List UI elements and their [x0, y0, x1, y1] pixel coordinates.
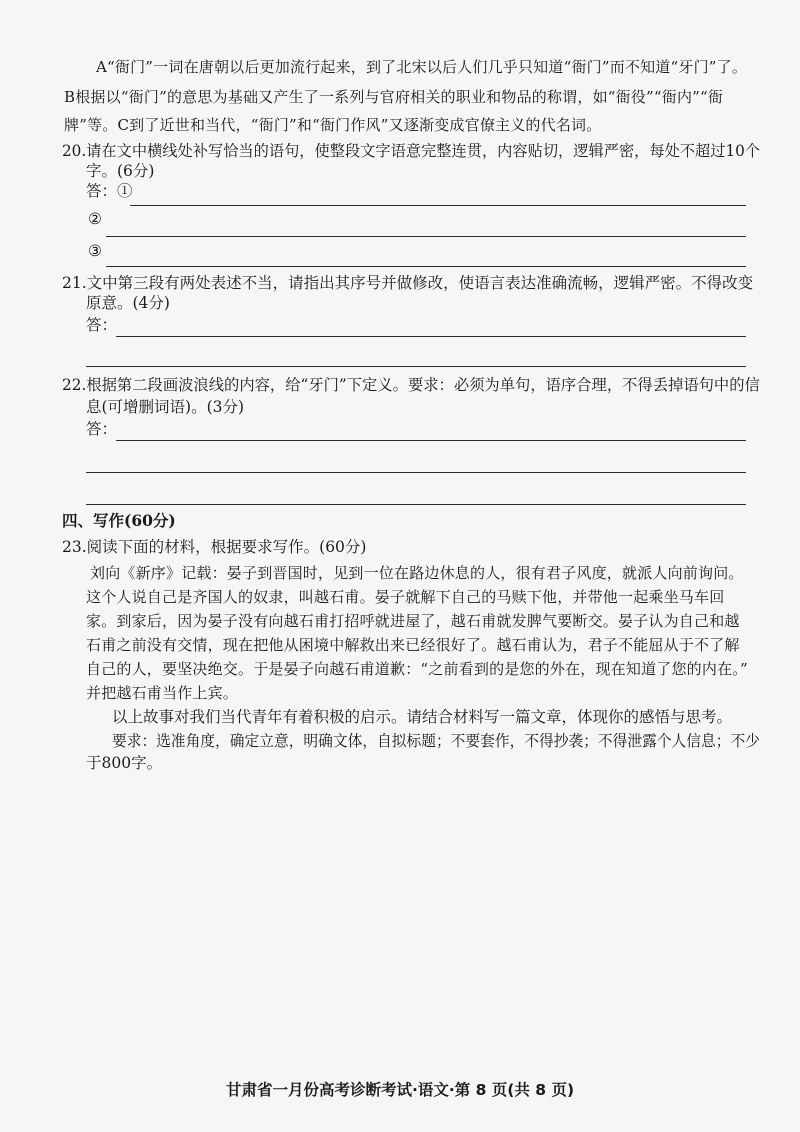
q22-line-2: 息(可增删词语)。(3分) [86, 398, 245, 416]
intro-line-2: B根据以“衙门”的意思为基础又产生了一系列与官府相关的职业和物品的称谓，如“衙役”“衙内”“衙 [64, 88, 724, 106]
intro-line-1: A“衙门”一词在唐朝以后更加流行起来，到了北宋以后人们几乎只知道“衙门”而不知道“牙门”了。 [96, 58, 748, 76]
q23-passage-line-3: 家。到家后，因为晏子没有向越石甫打招呼就进屋了，越石甫就发脾气要断交。晏子认为自己和越 [86, 612, 740, 630]
q22-answer-line-1[interactable] [116, 440, 746, 441]
q22-answer-line-3[interactable] [86, 504, 746, 505]
q23-line-1: 23.阅读下面的材料，根据要求写作。(60分) [62, 538, 367, 556]
section-heading: 四、写作(60分) [62, 511, 176, 530]
q20-line-2: 字。(6分) [86, 162, 155, 180]
q20-answer-label: 答：① [86, 182, 133, 200]
q20-answer-line-2[interactable] [106, 236, 746, 237]
q21-answer-label: 答： [86, 316, 118, 334]
q21-answer-line-2[interactable] [86, 366, 746, 367]
q20-answer-line-3[interactable] [106, 266, 746, 267]
page-footer: 甘肃省一月份高考诊断考试·语文·第 8 页(共 8 页) [225, 1081, 575, 1099]
q20-mark-3: ③ [88, 242, 102, 260]
q21-line-2: 原意。(4分) [86, 294, 170, 312]
q23-passage-line-1: 刘向《新序》记载：晏子到晋国时，见到一位在路边休息的人，很有君子风度，就派人向前询问。 [90, 564, 744, 582]
q23-passage-line-2: 这个人说自己是齐国人的奴隶，叫越石甫。晏子就解下自己的马赎下他，并带他一起乘坐马车回 [86, 588, 725, 606]
q23-prompt: 以上故事对我们当代青年有着积极的启示。请结合材料写一篇文章，体现你的感悟与思考。 [112, 708, 733, 726]
q22-line-1: 22.根据第二段画波浪线的内容，给“牙门”下定义。要求：必须为单句，语序合理，不得丢掉语句中的信 [62, 376, 760, 394]
q23-requirements-line-1: 要求：选准角度，确定立意，明确文体，自拟标题；不要套作，不得抄袭；不得泄露个人信息；不少 [112, 732, 760, 750]
q20-mark-2: ② [88, 210, 102, 228]
q23-passage-line-5: 自己的人，要坚决绝交。于是晏子向越石甫道歉：“之前看到的是您的外在，现在知道了您的内在。” [86, 660, 748, 678]
q21-answer-line-1[interactable] [116, 336, 746, 337]
q20-line-1: 20.请在文中横线处补写恰当的语句，使整段文字语意完整连贯，内容贴切，逻辑严密，每处不超过10个 [62, 142, 761, 160]
q23-requirements-line-2: 于800字。 [86, 754, 163, 772]
q23-passage-line-6: 并把越石甫当作上宾。 [86, 684, 239, 702]
q22-answer-label: 答： [86, 420, 118, 438]
intro-line-3: 牌”等。C到了近世和当代，“衙门”和“衙门作风”又逐渐变成官僚主义的代名词。 [64, 116, 602, 134]
q21-line-1: 21.文中第三段有两处表述不当，请指出其序号并做修改，使语言表达准确流畅，逻辑严密。不得改变 [62, 274, 754, 292]
q22-answer-line-2[interactable] [86, 472, 746, 473]
q23-passage-line-4: 石甫之前没有交情，现在把他从困境中解救出来已经很好了。越石甫认为，君子不能屈从于不了解 [86, 636, 740, 654]
q20-answer-line-1[interactable] [130, 205, 746, 206]
